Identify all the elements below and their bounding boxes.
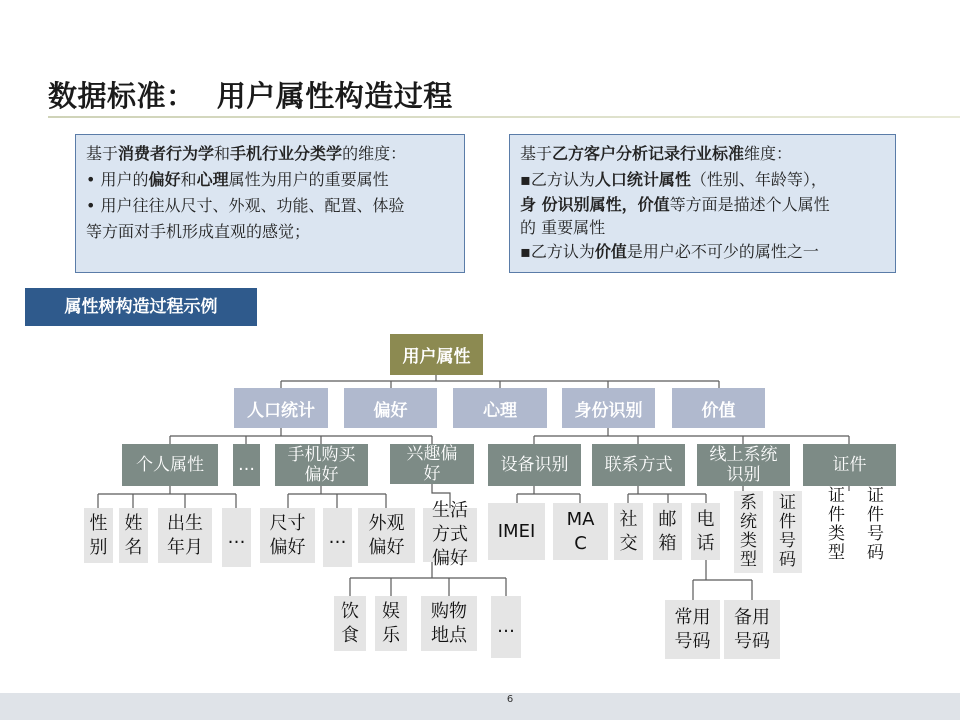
- tree-leaf-system-type: 系 统 类 型: [734, 491, 763, 573]
- tree-leaf-certificate-type: 证 件 类 型: [828, 486, 845, 563]
- tree-leaf-email: 邮 箱: [653, 503, 682, 560]
- tree-node-value: 价值: [672, 388, 765, 428]
- tree-leaf-shopping-location: 购物 地点: [421, 596, 477, 651]
- tree-node-preference: 偏好: [344, 388, 437, 428]
- tree-node-interest-preference: 兴趣偏 好: [390, 444, 474, 484]
- info-line: 身 份识别属性，价值等方面是描述个人属性: [520, 195, 830, 214]
- tree-leaf-social: 社 交: [614, 503, 643, 560]
- tree-leaf-imei: IMEI: [488, 503, 545, 560]
- tree-leaf-ellipsis: …: [491, 596, 521, 658]
- tree-leaf-account-number: 证 件 号 码: [773, 491, 802, 573]
- info-line: ▪乙方认为人口统计属性（性别、年龄等），: [520, 170, 827, 189]
- info-line: • 用户往往从尺寸、外观、功能、配置、体验: [86, 196, 405, 215]
- tree-node-online-system-identification: 线上系统 识别: [697, 444, 790, 486]
- page-title: 数据标准： 用户属性构造过程: [48, 79, 453, 113]
- tree-leaf-ellipsis: …: [323, 508, 352, 567]
- tree-root-node: 用户属性: [390, 334, 483, 375]
- tree-node-phone-purchase-preference: 手机购买 偏好: [275, 444, 368, 486]
- tree-leaf-diet: 饮 食: [334, 596, 366, 651]
- tree-leaf-certificate-number: 证 件 号 码: [867, 486, 884, 563]
- tree-node-ellipsis: …: [233, 444, 260, 486]
- tree-leaf-ellipsis: …: [222, 508, 251, 567]
- info-line: ▪乙方认为价值是用户必不可少的属性之一: [520, 242, 819, 261]
- tree-leaf-primary-number: 常用 号码: [665, 600, 720, 659]
- tree-leaf-mac: MA C: [553, 503, 608, 560]
- tree-leaf-name: 姓 名: [119, 508, 148, 563]
- info-line: 等方面对手机形成直观的感觉；: [86, 222, 311, 241]
- tree-node-contact-method: 联系方式: [592, 444, 685, 486]
- section-label: 属性树构造过程示例: [25, 288, 257, 326]
- tree-leaf-size-preference: 尺寸 偏好: [260, 508, 315, 563]
- tree-node-psychology: 心理: [453, 388, 547, 428]
- page-number: 6: [506, 694, 514, 705]
- tree-leaf-phone: 电 话: [691, 503, 720, 560]
- tree-leaf-appearance-preference: 外观 偏好: [358, 508, 415, 563]
- tree-leaf-entertainment: 娱 乐: [375, 596, 407, 651]
- tree-node-demographics: 人口统计: [234, 388, 328, 428]
- tree-leaf-gender: 性 别: [84, 508, 113, 563]
- tree-node-identity: 身份识别: [562, 388, 655, 428]
- info-line: • 用户的偏好和心理属性为用户的重要属性: [86, 170, 389, 189]
- tree-node-device-identification: 设备识别: [488, 444, 581, 486]
- tree-leaf-backup-number: 备用 号码: [724, 600, 780, 659]
- tree-leaf-birth-date: 出生 年月: [158, 508, 212, 563]
- tree-node-certificate: 证件: [803, 444, 896, 486]
- info-line: 基于消费者行为学和手机行业分类学的维度：: [86, 144, 407, 163]
- info-line: 的 重要属性: [520, 218, 606, 237]
- tree-node-personal-attributes: 个人属性: [122, 444, 218, 486]
- info-line: 基于乙方客户分析记录行业标准维度：: [520, 144, 793, 163]
- tree-leaf-lifestyle-preference: 生活 方式 偏好: [423, 508, 477, 562]
